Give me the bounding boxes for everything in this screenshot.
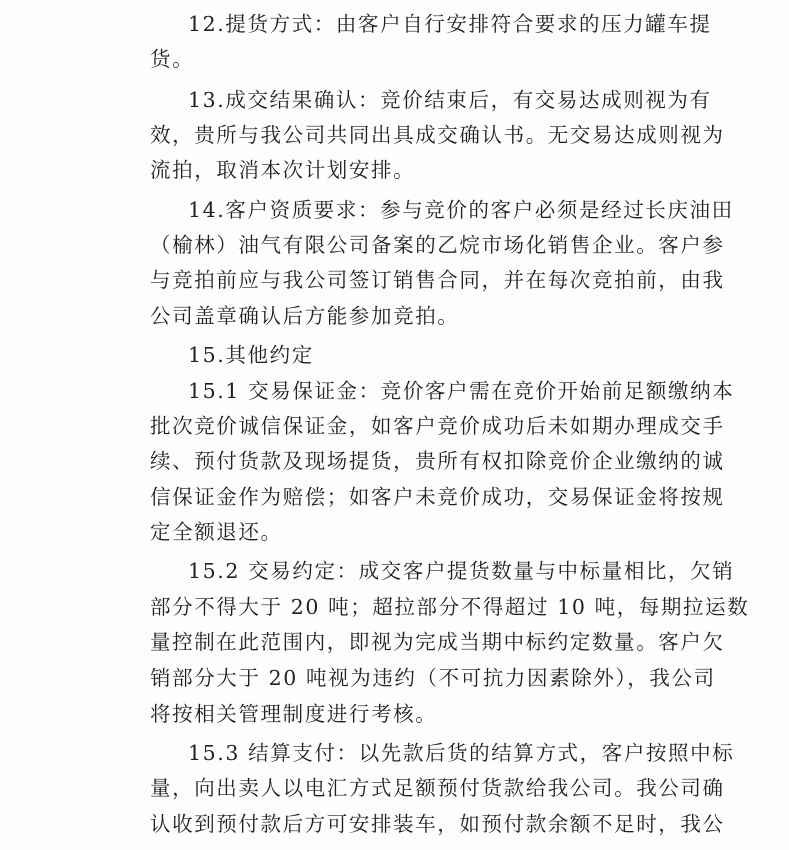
text-line: 15.1 交易保证金：竞价客户需在竞价开始前足额缴纳本 xyxy=(188,379,735,403)
text-line: 将按相关管理制度进行考核。 xyxy=(150,702,438,726)
text-line: 定全额退还。 xyxy=(150,520,283,544)
text-line: 量，向出卖人以电汇方式足额预付货款给我公司。我公司确 xyxy=(150,776,725,800)
text-line: 销部分大于 20 吨视为违约（不可抗力因素除外），我公司 xyxy=(150,666,716,690)
text-line: 部分不得大于 20 吨；超拉部分不得超过 10 吨，每期拉运数 xyxy=(150,595,750,619)
text-line: 批次竞价诚信保证金，如客户竞价成功后未如期办理成交手 xyxy=(150,414,725,438)
text-line: 流拍，取消本次计划安排。 xyxy=(150,158,416,182)
text-line: 13.成交结果确认：竞价结束后，有交易达成则视为有 xyxy=(188,88,712,112)
text-line: 15.2 交易约定：成交客户提货数量与中标量相比，欠销 xyxy=(188,559,735,583)
text-line: 效，贵所与我公司共同出具成交确认书。无交易达成则视为 xyxy=(150,123,725,147)
text-line: 与竞拍前应与我公司签订销售合同，并在每次竞拍前，由我 xyxy=(150,268,725,292)
text-line: 续、预付货款及现场提货，贵所有权扣除竞价企业缴纳的诚 xyxy=(150,449,725,473)
text-line: 12.提货方式：由客户自行安排符合要求的压力罐车提 xyxy=(188,12,712,36)
text-line: 14.客户资质要求：参与竞价的客户必须是经过长庆油田 xyxy=(188,198,734,222)
text-line: 公司盖章确认后方能参加竞拍。 xyxy=(150,304,460,328)
text-line: 15.其他约定 xyxy=(188,343,314,367)
text-line: 认收到预付款后方可安排装车，如预付款余额不足时，我公 xyxy=(150,812,725,836)
text-line: （榆林）油气有限公司备案的乙烷市场化销售企业。客户参 xyxy=(150,233,725,257)
text-line: 量控制在此范围内，即视为完成当期中标约定数量。客户欠 xyxy=(150,630,725,654)
text-line: 货。 xyxy=(150,47,195,71)
text-line: 15.3 结算支付：以先款后货的结算方式，客户按照中标 xyxy=(188,741,735,765)
text-line: 信保证金作为赔偿；如客户未竞价成功，交易保证金将按规 xyxy=(150,485,725,509)
